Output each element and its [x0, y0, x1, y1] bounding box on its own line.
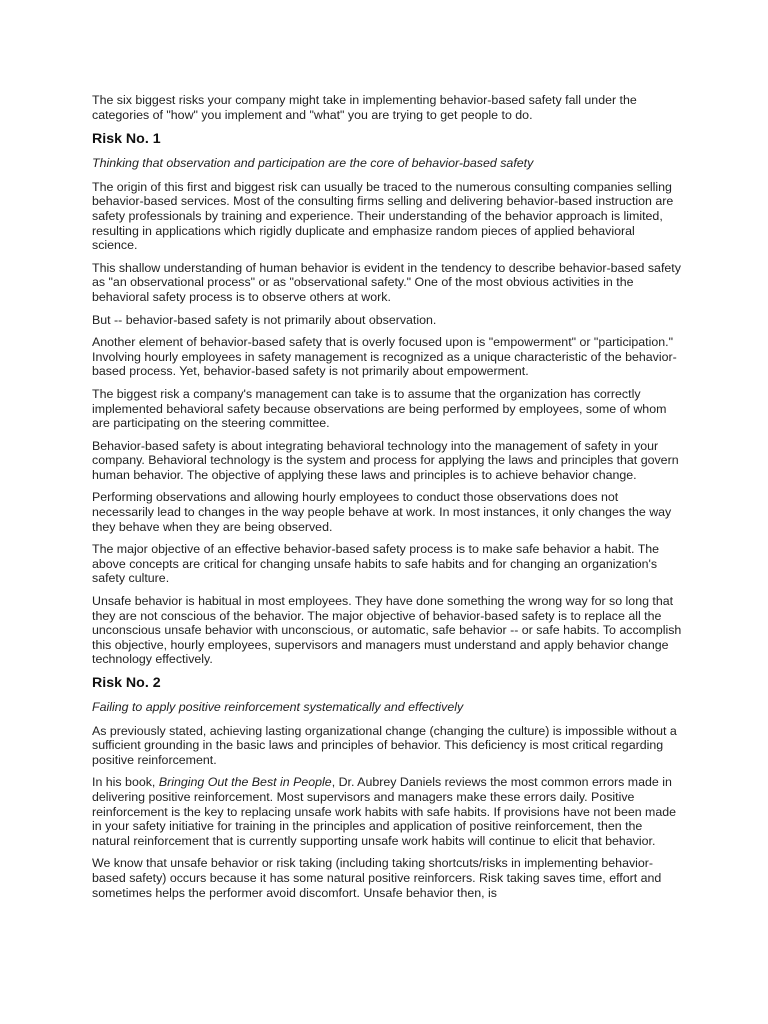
- book-paragraph-text: , Dr. Aubrey Daniels reviews the most common errors made in delivering positive reinforcement. Most supervisors and managers make these errors daily. Positive reinforcement is the key to replacing unsafe work habits with safe habits. If provisions have not been made in your safety initiative for training in the principles and application of positive reinforcement, then the natural reinforcement that is currently supporting unsafe work habits will continue to elicit that behavior.: [92, 775, 677, 848]
- risk-1-subtitle: Thinking that observation and participation are the core of behavior-based safety: [92, 156, 534, 171]
- risk-1-paragraph: This shallow understanding of human behavior is evident in the tendency to describe behavior-based safety as "an observational process" or as "observational safety." One of the most obvious activities in the behavioral safety process is to observe others at work.: [92, 260, 681, 304]
- risk-1-paragraph: The origin of this first and biggest risk can usually be traced to the numerous consulting companies selling behavior-based services. Most of the consulting firms selling and delivering behavior-based instruction are safety professionals by training and experience. Their understanding of the behavior approach is limited, resulting in applications which rigidly duplicate and emphasize random pieces of applied behavioral science.: [92, 179, 674, 253]
- document-page: [92, 93, 682, 908]
- risk-2-paragraph: We know that unsafe behavior or risk taking (including taking shortcuts/risks in implementing behavior-based safety) occurs because it has some natural positive reinforcers. Risk taking saves time, effort and sometimes helps the performer avoid discomfort. Unsafe behavior then, is: [92, 856, 662, 900]
- risk-2-subtitle: Failing to apply positive reinforcement systematically and effectively: [92, 700, 464, 714]
- risk-2-paragraph-book: [92, 775, 682, 848]
- risk-1-paragraph: Behavior-based safety is about integrating behavioral technology into the management of safety in your company. Behavioral technology is the system and process for applying the laws and principles that govern human behavior. The objective of applying these laws and principles is to achieve behavior change.: [92, 438, 679, 482]
- risk-1-heading: Risk No. 1: [92, 131, 161, 148]
- risk-2-paragraph: As previously stated, achieving lasting organizational change (changing the culture) is impossible without a sufficient grounding in the basic laws and principles of behavior. This deficiency is most critical regarding positive reinforcement.: [92, 723, 677, 767]
- book-title: Bringing Out the Best in People: [158, 775, 332, 790]
- risk-1-paragraph: Another element of behavior-based safety that is overly focused upon is "empowerment" or "participation." Involving hourly employees in safety management is recognized as a unique characteristic of the behavior-based process. Yet, behavior-based safety is not primarily about empowerment.: [92, 335, 677, 379]
- risk-1-paragraph: The major objective of an effective behavior-based safety process is to make safe behavior a habit. The above concepts are critical for changing unsafe habits to safe habits and for changing an organization's safety culture.: [92, 542, 660, 586]
- risk-1-paragraph: Performing observations and allowing hourly employees to conduct those observations does not necessarily lead to changes in the way people behave at work. In most instances, it only changes the way they behave when they are being observed.: [92, 490, 672, 534]
- risk-1-paragraph: Unsafe behavior is habitual in most employees. They have done something the wrong way for so long that they are not conscious of the behavior. The major objective of behavior-based safety is to replace all the unconscious unsafe behavior with unconscious, or automatic, safe behavior -- or safe habits. To accomplish this objective, hourly employees, supervisors and managers must understand and apply behavior change technology effectively.: [92, 594, 682, 667]
- intro-paragraph: The six biggest risks your company might take in implementing behavior-based safety fall under the categories of "how" you implement and "what" you are trying to get people to do.: [92, 93, 637, 122]
- book-intro-text: In his book,: [92, 775, 159, 790]
- risk-1-paragraph: But -- behavior-based safety is not primarily about observation.: [92, 312, 437, 327]
- risk-2-heading: Risk No. 2: [92, 675, 161, 691]
- risk-1-paragraph: The biggest risk a company's management can take is to assume that the organization has correctly implemented behavioral safety because observations are being performed by employees, some of whom are participating on the steering committee.: [92, 386, 667, 431]
